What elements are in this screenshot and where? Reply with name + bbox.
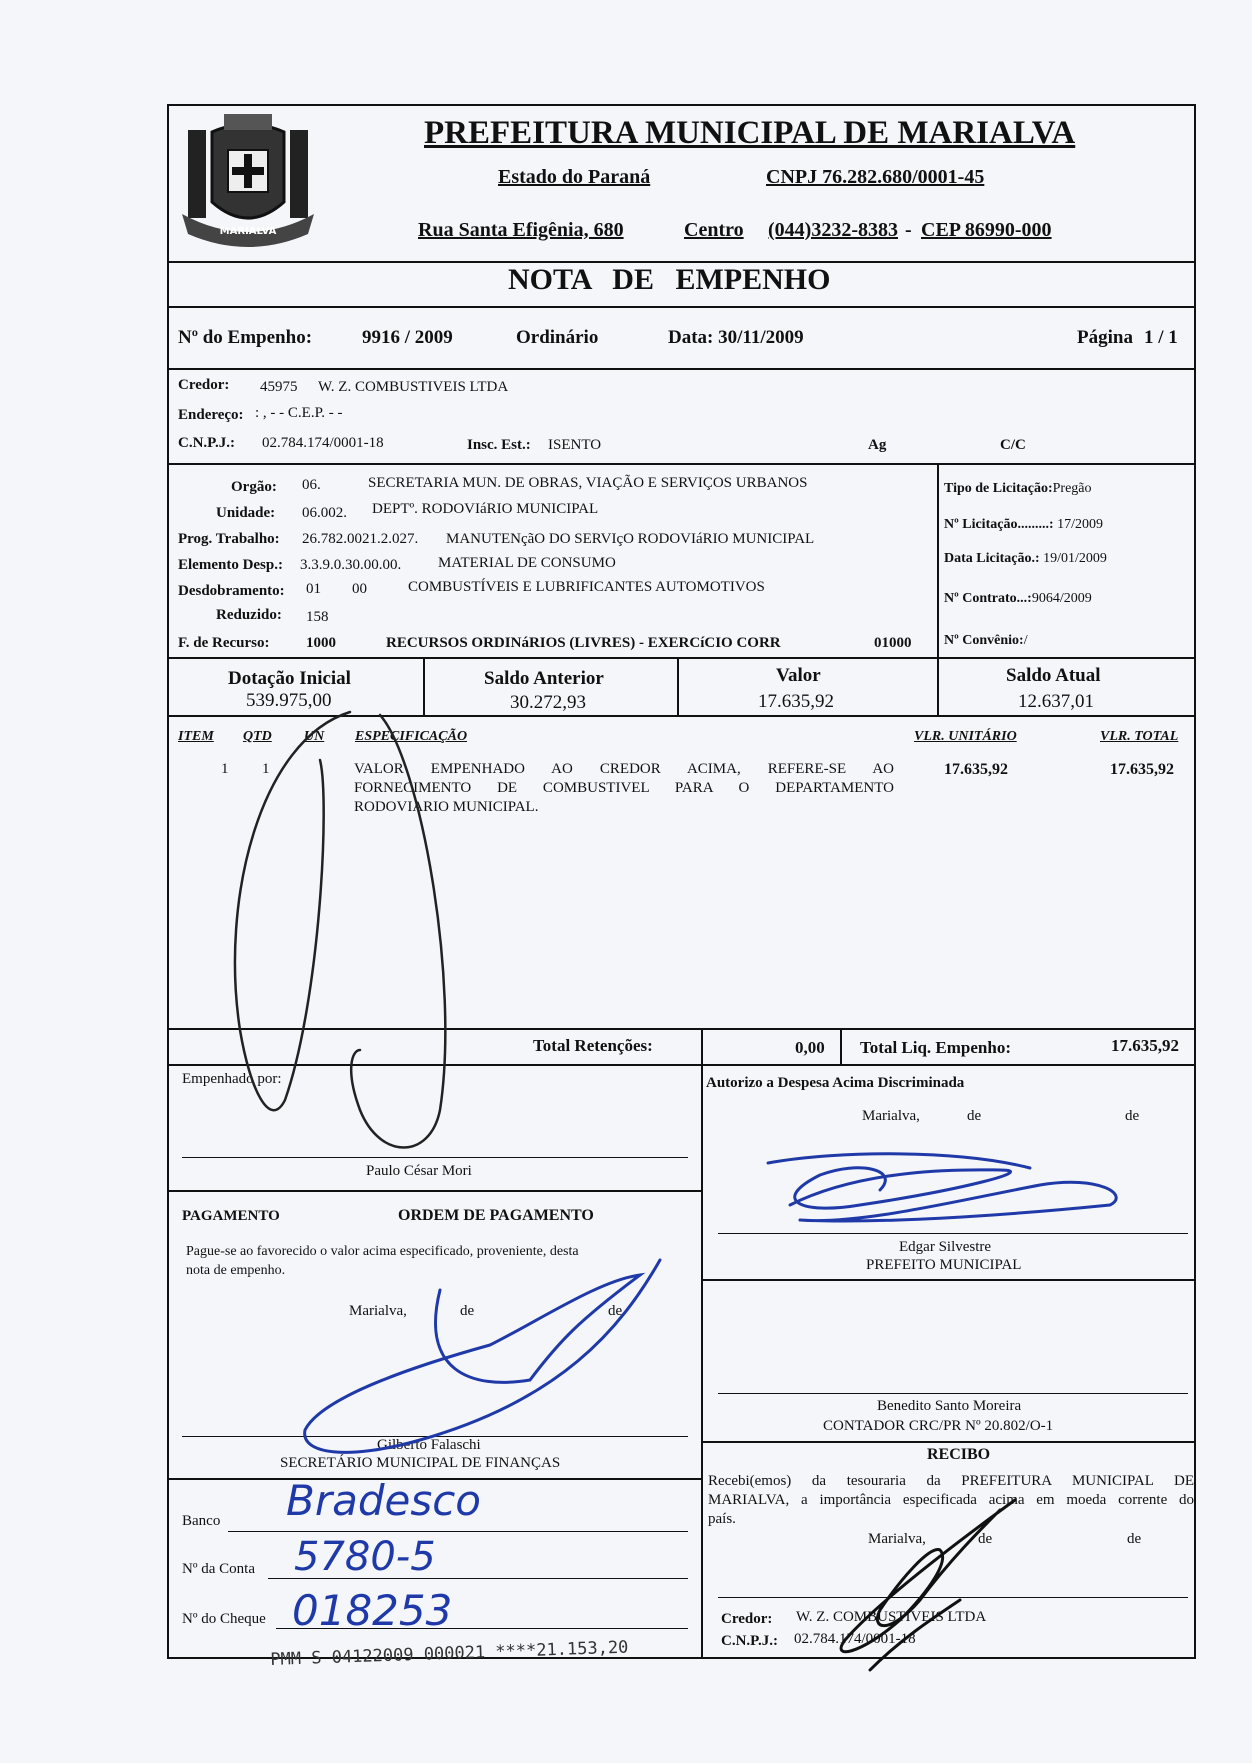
recibo-de: de [978,1531,993,1547]
recurso-label: F. de Recurso: [178,635,270,651]
elemento-code: 3.3.9.0.30.00.00. [300,557,402,573]
item-desc-line: FORNECIMENTO DE COMBUSTIVEL PARA O DEPARTAMENTO [354,780,894,796]
prefeito-role: PREFEITO MUNICIPAL [866,1257,1022,1273]
desdobramento-b: 00 [352,581,367,597]
reduzido-value: 158 [306,609,329,625]
retencoes-value: 0,00 [795,1038,825,1057]
state-name: Estado do Paraná [498,166,651,188]
empenhado-label: Empenhado por: [182,1071,282,1087]
licitacao-number-label: Nº Licitação.........: 17/2009 [944,517,1103,532]
saldo-anterior-value: 30.272,93 [510,692,586,713]
saldo-anterior-label: Saldo Anterior [484,668,604,689]
desdobramento-a: 01 [306,581,321,597]
contador-role: CONTADOR CRC/PR Nº 20.802/O-1 [823,1418,1054,1434]
institution-title: PREFEITURA MUNICIPAL DE MARIALVA [424,115,1076,151]
elemento-desc: MATERIAL DE CONSUMO [438,555,616,571]
address-cep: CEP 86990-000 [921,219,1052,241]
valor-value: 17.635,92 [758,691,834,712]
endereco-value: : , - - C.E.P. - - [255,405,343,421]
pagamento-de: de [460,1303,475,1319]
saldo-atual-label: Saldo Atual [1006,665,1101,686]
autorizo-de: de [967,1108,982,1124]
valor-label: Valor [776,665,821,686]
col-qtd-header: QTD [243,729,272,744]
pagamento-text: Pague-se ao favorecido o valor acima especificado, proveniente, desta [186,1244,579,1259]
autorizo-de: de [1125,1108,1140,1124]
payment-stamp: PMM S 04122009 000021 ****21.153,20 [270,1637,629,1670]
contador-name: Benedito Santo Moreira [877,1398,1022,1414]
cheque-label: Nº do Cheque [182,1611,266,1627]
signature-recibo [841,1500,1015,1670]
dotacao-label: Dotação Inicial [228,668,351,689]
prog-desc: MANUTENçãO DO SERVIçO RODOVIáRIO MUNICIPAL [446,531,815,547]
col-spec-header: ESPECIFICAÇÃO [355,729,468,744]
item-desc-line: VALOR EMPENHADO AO CREDOR ACIMA, REFERE-SE AO [354,761,894,777]
col-total-header: VLR. TOTAL [1100,729,1179,744]
unidade-desc: DEPTº. RODOVIáRIO MUNICIPAL [372,501,599,517]
reduzido-label: Reduzido: [216,607,282,623]
recibo-text-line: Recebi(emos) da tesouraria da PREFEITURA MUNICIPAL DE [708,1473,1194,1489]
item-desc-line: RODOVIARIO MUNICIPAL. [354,799,539,815]
convenio-label: Nº Convênio:/ [944,633,1028,648]
banco-label: Banco [182,1513,221,1529]
agencia-label: Ag [868,437,887,453]
recurso-desc: RECURSOS ORDINáRIOS (LIVRES) - EXERCíCIO CORR [386,635,781,651]
empenho-date: Data: 30/11/2009 [668,327,804,348]
autorizo-label: Autorizo a Despesa Acima Discriminada [706,1075,965,1091]
item-total-value: 17.635,92 [1110,761,1174,778]
empenhado-name: Paulo César Mori [366,1163,472,1179]
recibo-cnpj: 02.784.174/0001-18 [794,1631,916,1647]
document-title: NOTA DE EMPENHO [508,263,831,296]
elemento-label: Elemento Desp.: [178,557,283,573]
conta-label: Nº da Conta [182,1561,255,1577]
recibo-title: RECIBO [927,1446,991,1463]
page-label: Página [1077,327,1133,348]
recurso-suffix-code: 01000 [874,635,912,651]
ordem-pagamento-label: ORDEM DE PAGAMENTO [398,1207,594,1224]
conta-handwritten: 5780-5 [294,1534,436,1580]
desdobramento-label: Desdobramento: [178,583,285,599]
prog-code: 26.782.0021.2.027. [302,531,419,547]
address-street: Rua Santa Efigênia, 680 [418,219,624,241]
credor-name: W. Z. COMBUSTIVEIS LTDA [318,379,509,395]
item-unit-value: 17.635,92 [944,761,1008,778]
signature-paulo [235,712,445,1148]
recibo-de: de [1127,1531,1142,1547]
conta-corrente-label: C/C [1000,437,1026,453]
prefeito-name: Edgar Silvestre [899,1239,992,1255]
item-number: 1 [221,761,229,777]
address-separator: - [905,219,912,241]
dotacao-value: 539.975,00 [246,690,332,711]
recibo-city: Marialva, [868,1531,926,1547]
recibo-cnpj-label: C.N.P.J.: [721,1633,778,1649]
total-liquido-value: 17.635,92 [1111,1036,1179,1055]
item-qtd: 1 [262,761,270,777]
signature-gilberto [305,1260,660,1452]
prog-label: Prog. Trabalho: [178,531,280,547]
institution-cnpj: CNPJ 76.282.680/0001-45 [766,166,985,188]
total-liquido-label: Total Liq. Empenho: [860,1038,1011,1057]
secretario-role: SECRETÁRIO MUNICIPAL DE FINANÇAS [280,1455,561,1471]
empenho-type: Ordinário [516,327,599,348]
secretario-name: Gilberto Falaschi [377,1437,481,1453]
endereco-label: Endereço: [178,407,244,423]
credor-cnpj: 02.784.174/0001-18 [262,435,384,451]
insc-value: ISENTO [548,437,602,453]
banco-handwritten: Bradesco [286,1476,481,1525]
credor-code: 45975 [260,379,298,395]
empenho-number: 9916 / 2009 [362,327,453,348]
col-item-header: ITEM [178,729,214,744]
pagamento-city: Marialva, [349,1303,407,1319]
page-number: 1 / 1 [1144,327,1178,348]
saldo-atual-value: 12.637,01 [1018,691,1094,712]
address-phone: (044)3232-8383 [768,219,898,241]
recibo-text-line: país. [708,1511,736,1527]
insc-label: Insc. Est.: [467,437,531,453]
col-unit-header: VLR. UNITÁRIO [914,729,1017,744]
col-un-header: UN [304,729,325,744]
address-district: Centro [684,219,744,241]
crest-motto: MARIALVA [219,226,277,237]
orgao-desc: SECRETARIA MUN. DE OBRAS, VIAÇÃO E SERVIÇOS URBANOS [368,475,808,491]
orgao-code: 06. [302,477,321,493]
pagamento-label: PAGAMENTO [182,1208,280,1224]
licitacao-date-label: Data Licitação.: 19/01/2009 [944,551,1107,566]
contrato-label: Nº Contrato...:9064/2009 [944,591,1092,606]
recibo-text-line: MARIALVA, a importância especificada acima em moeda corrente do [708,1492,1194,1508]
unidade-code: 06.002. [302,505,347,521]
credor-cnpj-label: C.N.P.J.: [178,435,235,451]
orgao-label: Orgão: [231,479,277,495]
recibo-credor-label: Credor: [721,1611,773,1627]
recurso-code: 1000 [306,635,336,651]
pagamento-de: de [608,1303,623,1319]
empenho-number-label: Nº do Empenho: [178,327,313,348]
cheque-handwritten: 018253 [292,1586,453,1635]
recibo-credor: W. Z. COMBUSTIVEIS LTDA [796,1609,987,1625]
autorizo-city: Marialva, [862,1108,920,1124]
signature-edgar [768,1154,1116,1221]
licitacao-type-label: Tipo de Licitação:Pregão [944,481,1092,496]
pagamento-text: nota de empenho. [186,1263,286,1278]
desdobramento-desc: COMBUSTÍVEIS E LUBRIFICANTES AUTOMOTIVOS [408,579,765,595]
retencoes-label: Total Retenções: [533,1036,653,1055]
credor-label: Credor: [178,377,230,393]
unidade-label: Unidade: [216,505,276,521]
